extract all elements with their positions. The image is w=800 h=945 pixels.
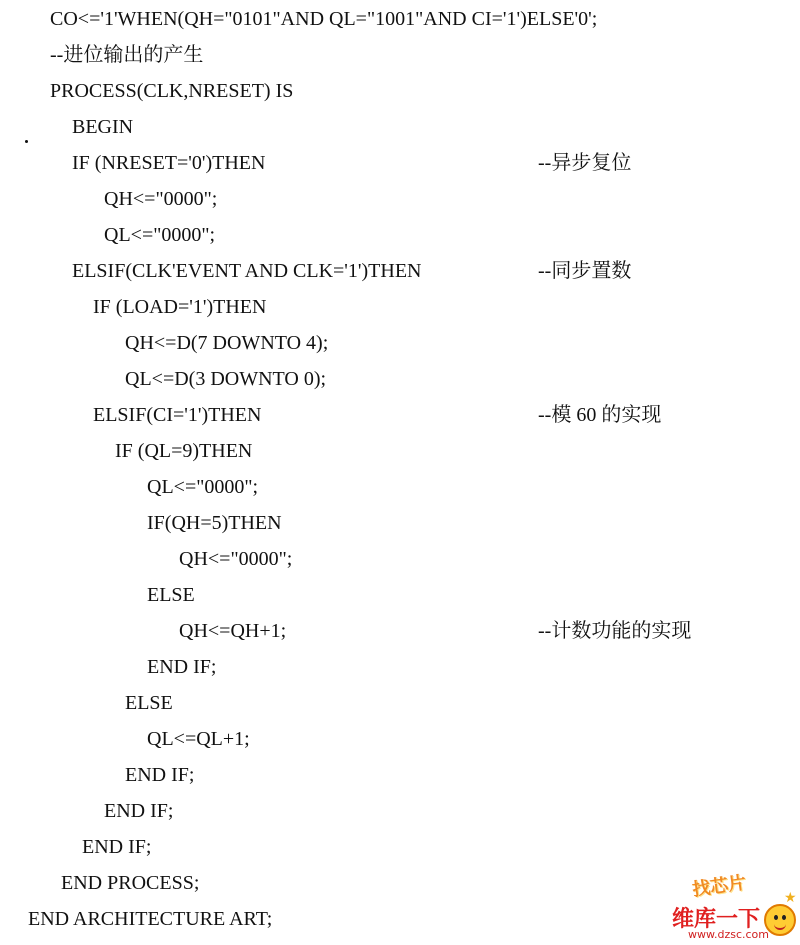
code-line: END IF;: [104, 800, 174, 822]
stray-mark: [25, 140, 28, 143]
code-line: ELSE: [125, 692, 173, 714]
code-line: BEGIN: [72, 116, 134, 138]
code-line: ELSIF(CI='1')THEN: [93, 404, 262, 426]
code-line: QH<=D(7 DOWNTO 4);: [125, 332, 329, 354]
code-line: END IF;: [82, 836, 152, 858]
code-line: ELSE: [147, 584, 195, 606]
code-line: END IF;: [125, 764, 195, 786]
code-line: IF (LOAD='1')THEN: [93, 296, 267, 318]
code-line: QL<="0000";: [147, 476, 259, 498]
code-line: IF (NRESET='0')THEN: [72, 152, 266, 174]
code-comment: --异步复位: [538, 152, 632, 174]
code-line: ELSIF(CLK'EVENT AND CLK='1')THEN: [72, 260, 422, 282]
code-comment: --计数功能的实现: [538, 620, 692, 642]
code-line: QL<="0000";: [104, 224, 216, 246]
code-line: CO<='1'WHEN(QH="0101"AND QL="1001"AND CI='1')ELSE'0';: [50, 8, 598, 30]
code-line: QH<="0000";: [104, 188, 218, 210]
code-line: END ARCHITECTURE ART;: [28, 908, 273, 930]
code-line: END IF;: [147, 656, 217, 678]
star-icon: ★: [784, 890, 797, 906]
watermark-top-text: 找芯片: [691, 872, 748, 901]
watermark-logo: [666, 868, 800, 945]
code-line: IF (QL=9)THEN: [115, 440, 253, 462]
code-line: END PROCESS;: [61, 872, 200, 894]
code-line: QH<=QH+1;: [179, 620, 287, 642]
code-comment-line: --进位输出的产生: [50, 44, 204, 66]
code-comment: --模 60 的实现: [538, 404, 662, 426]
code-line: IF(QH=5)THEN: [147, 512, 282, 534]
code-comment: --同步置数: [538, 260, 632, 282]
code-line: QH<="0000";: [179, 548, 293, 570]
code-line: PROCESS(CLK,NRESET) IS: [50, 80, 294, 102]
watermark-main-text: 维库一下: [672, 907, 761, 932]
code-line: QL<=D(3 DOWNTO 0);: [125, 368, 327, 390]
code-line: QL<=QL+1;: [147, 728, 250, 750]
watermark-url: www.dzsc.com: [688, 928, 770, 941]
